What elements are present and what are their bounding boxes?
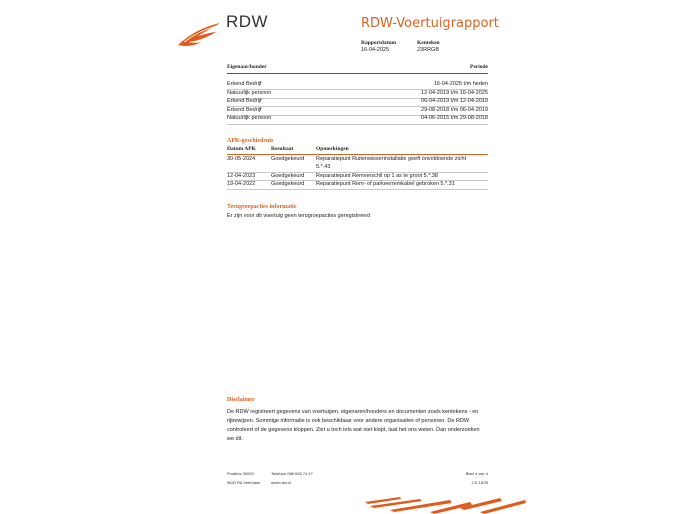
owner-cell: Erkend Bedrijf <box>227 81 262 87</box>
disclaimer-title: Disclaimer <box>227 397 255 403</box>
apk-header-date: Datum APK <box>227 146 256 152</box>
disclaimer-line: De RDW registreert gegevens van voertuigen, eigenaren/houders en documenten zoals kentekens - en <box>227 409 479 415</box>
disclaimer-line: rijbewijzen. Sommige informatie is ook beschikbaar voor andere organisaties of personen. De RDW <box>227 418 470 424</box>
table-row <box>227 80 488 89</box>
page-title: RDW-Voertuigrapport <box>361 16 499 31</box>
footer-web: www.rdw.nl <box>271 480 292 485</box>
apk-date: 19-04-2022 <box>227 181 256 187</box>
period-cell: 06-04-2019 t/m 12-04-2019 <box>421 98 488 104</box>
period-cell: 04-06-2015 t/m 29-08-2018 <box>421 115 488 121</box>
table-row <box>227 172 488 180</box>
apk-section-title: APK-geschiedenis <box>227 138 274 144</box>
footer-page: Blad 4 van 4 <box>465 471 488 476</box>
row-divider <box>227 189 488 190</box>
apk-result: Goedgekeurd <box>271 173 305 179</box>
decorative-swoosh-icon <box>360 496 530 514</box>
table-row <box>227 180 488 188</box>
apk-date: 12-04-2023 <box>227 173 256 179</box>
kenteken-value: 23RRGB <box>417 47 440 53</box>
table-row <box>227 97 488 106</box>
apk-remarks-cont: 5.*.43 <box>316 164 331 170</box>
disclaimer-text <box>227 408 485 444</box>
period-cell: 16-04-2025 t/m heden <box>433 81 488 87</box>
apk-remarks: Reparatiepunt Ruitenwisserinstallatie geeft onvoldoende zicht <box>316 156 467 162</box>
footer-telefoon: Telefoon 088 008 74 47 <box>271 471 313 476</box>
apk-result: Goedgekeurd <box>271 181 305 187</box>
footer-city: 9640 RA Veendam <box>227 480 261 485</box>
row-divider <box>227 124 488 125</box>
owner-cell: Natuurlijk persoon <box>227 90 272 96</box>
rapportdatum-value: 16-04-2025 <box>361 47 390 53</box>
footer-code: 2 E 187B <box>471 480 488 485</box>
rapportdatum-label: Rapportdatum <box>361 40 397 46</box>
apk-remarks: Reparatiepunt Remverschil op 1 as te groot 5.*.38 <box>316 173 438 179</box>
apk-date: 30-05-2024 <box>227 156 256 162</box>
logo-text: RDW <box>226 12 269 31</box>
rdw-logo-icon <box>176 20 222 48</box>
footer-postbus: Postbus 30000 <box>227 471 254 476</box>
owners-header-period: Periode <box>469 64 488 70</box>
table-row <box>227 114 488 123</box>
apk-header-result: Resultaat <box>271 146 294 152</box>
owners-header-owner: Eigenaar/houder <box>227 64 267 70</box>
table-row <box>227 155 488 172</box>
owner-cell: Erkend Bedrijf <box>227 107 262 113</box>
apk-remarks: Reparatiepunt Rem- of parkeerremkabel gebroken 5.*.31 <box>316 181 455 187</box>
recall-section-title: Terugroepacties informatie <box>227 204 297 210</box>
apk-header-remarks: Opmerkingen <box>316 146 349 152</box>
owner-cell: Erkend Bedrijf <box>227 98 262 104</box>
recall-text: Er zijn voor dit voertuig geen terugroepacties geregistreerd <box>227 213 371 219</box>
disclaimer-line: we dit. <box>227 436 243 442</box>
disclaimer-line: controleert of de gegevens kloppen. Ziet u toch iets wat niet klopt, laat het ons weten. Dan onderzoeken <box>227 427 480 433</box>
kenteken-label: Kenteken <box>417 40 440 46</box>
period-cell: 29-08-2018 t/m 06-04-2019 <box>421 107 488 113</box>
owner-cell: Natuurlijk persoon <box>227 115 272 121</box>
owners-header-divider <box>227 73 488 74</box>
period-cell: 12-04-2019 t/m 16-04-2025 <box>421 90 488 96</box>
apk-result: Goedgekeurd <box>271 156 305 162</box>
